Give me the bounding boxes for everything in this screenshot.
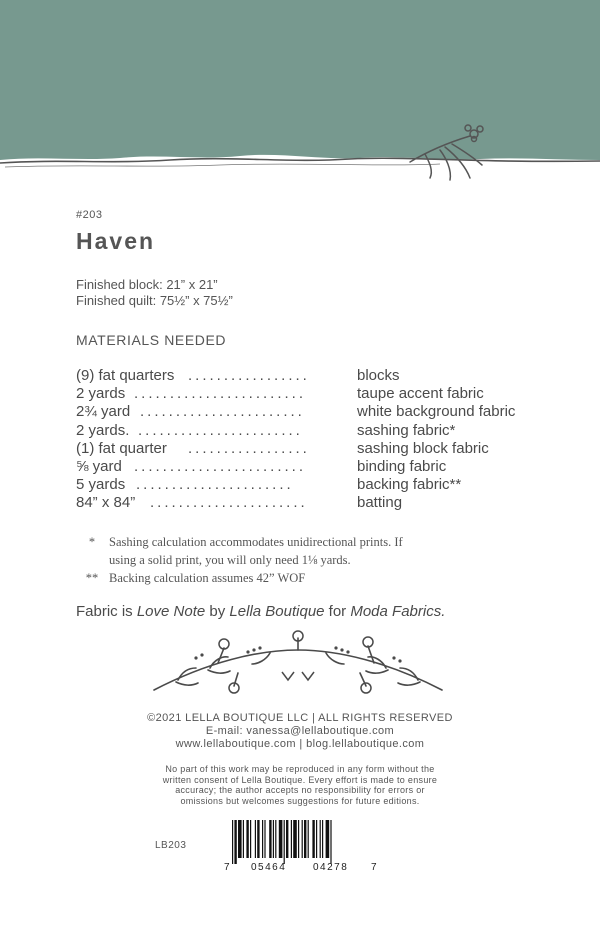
barcode-bar bbox=[302, 820, 303, 858]
barcode-bar bbox=[298, 820, 299, 858]
finished-quilt-size: Finished quilt: 75½” x 75½” bbox=[76, 293, 233, 308]
floral-vine-icon bbox=[148, 628, 448, 706]
barcode-bars bbox=[232, 820, 332, 864]
barcode-bar bbox=[257, 820, 259, 858]
material-row bbox=[76, 403, 556, 421]
barcode bbox=[220, 818, 380, 874]
barcode-bar bbox=[293, 820, 297, 858]
material-quantity: 84” x 84” bbox=[76, 494, 136, 512]
header-band bbox=[0, 0, 600, 190]
barcode-check-digit: 7 bbox=[371, 862, 377, 873]
dot-leader: ........................ bbox=[134, 385, 307, 403]
fabric-credit bbox=[76, 603, 445, 620]
barcode-bar bbox=[246, 820, 248, 858]
material-use: binding fabric bbox=[357, 457, 447, 475]
dot-leader: ................. bbox=[188, 367, 310, 384]
dot-leader: ........................ bbox=[134, 457, 307, 475]
dot-leader: ....................... bbox=[140, 403, 305, 421]
barcode-bar bbox=[275, 820, 276, 858]
website-links: www.lellaboutique.com | blog.lellaboutique.com bbox=[175, 738, 425, 750]
page-title: Haven bbox=[76, 228, 156, 254]
barcode-bar bbox=[232, 820, 233, 864]
barcode-bar bbox=[273, 820, 274, 858]
band-fill bbox=[0, 0, 600, 160]
finished-block-size: Finished block: 21” x 21” bbox=[76, 277, 218, 292]
material-quantity: ⅝ yard bbox=[76, 457, 122, 475]
material-use: taupe accent fabric bbox=[357, 385, 484, 403]
material-row bbox=[76, 476, 556, 494]
finished-sizes bbox=[76, 277, 233, 309]
material-use: sashing block fabric bbox=[357, 439, 489, 457]
footnote-text: Sashing calculation accommodates unidirectional prints. If bbox=[109, 535, 403, 549]
legal-line: No part of this work may be reproduced in any form without the bbox=[165, 764, 435, 774]
material-use: backing fabric** bbox=[357, 476, 462, 494]
footnote-symbol: * bbox=[88, 535, 96, 549]
material-quantity: (9) fat quarters bbox=[76, 367, 175, 384]
fabric-manufacturer: Moda Fabrics. bbox=[350, 603, 446, 620]
dot-leader: ...................... bbox=[136, 476, 294, 494]
barcode-bar bbox=[234, 820, 236, 864]
material-quantity: (1) fat quarter bbox=[76, 439, 167, 457]
barcode-bar bbox=[279, 820, 283, 858]
barcode-bar bbox=[269, 820, 271, 858]
material-use: sashing fabric* bbox=[357, 421, 456, 439]
dot-leader: ...................... bbox=[150, 494, 308, 512]
legal-line: accuracy; the author accepts no responsibility for errors or bbox=[175, 785, 425, 795]
product-sku: LB203 bbox=[155, 840, 187, 851]
fabric-for: for bbox=[324, 603, 351, 620]
dot-leader: ................. bbox=[188, 439, 310, 457]
barcode-bar bbox=[286, 820, 288, 858]
torn-edge-line-2 bbox=[5, 164, 440, 167]
material-row bbox=[76, 440, 556, 458]
pattern-number: #203 bbox=[76, 209, 103, 221]
footnote-symbol: ** bbox=[85, 571, 99, 585]
materials-heading: MATERIALS NEEDED bbox=[76, 332, 227, 348]
legal-disclaimer bbox=[0, 764, 600, 806]
barcode-right-group: 04278 bbox=[313, 862, 349, 873]
footnote-text: Backing calculation assumes 42” WOF bbox=[109, 571, 306, 585]
contact-email: E-mail: vanessa@lellaboutique.com bbox=[205, 725, 395, 737]
fabric-by: by bbox=[205, 603, 230, 620]
barcode-bar bbox=[304, 820, 306, 858]
legal-line: omissions but welcomes suggestions for future editions. bbox=[180, 795, 420, 806]
barcode-bar bbox=[255, 820, 256, 858]
barcode-bar bbox=[284, 820, 285, 864]
barcode-bar bbox=[243, 820, 244, 858]
material-use: blocks bbox=[357, 367, 400, 384]
material-row bbox=[76, 385, 556, 403]
dot-leader: ....................... bbox=[138, 421, 303, 439]
material-use: batting bbox=[357, 494, 403, 512]
barcode-left-group: 05464 bbox=[251, 862, 287, 873]
barcode-bar bbox=[312, 820, 314, 858]
material-row bbox=[76, 422, 556, 440]
footnote-text: using a solid print, you will only need 1⅛ yards. bbox=[109, 553, 351, 567]
barcode-bar bbox=[308, 820, 309, 858]
barcode-bar bbox=[264, 820, 265, 858]
material-quantity: 2¾ yard bbox=[76, 403, 131, 421]
barcode-bar bbox=[330, 820, 331, 864]
barcode-bar bbox=[316, 820, 317, 858]
barcode-first-digit: 7 bbox=[224, 862, 230, 873]
fabric-designer: Lella Boutique bbox=[229, 603, 325, 620]
barcode-bar bbox=[320, 820, 321, 858]
barcode-bar bbox=[291, 820, 292, 858]
barcode-bar bbox=[262, 820, 263, 858]
barcode-bar bbox=[250, 820, 251, 858]
material-use: white background fabric bbox=[357, 403, 516, 421]
material-row bbox=[76, 494, 556, 512]
fabric-collection: Love Note bbox=[136, 603, 206, 620]
fabric-prefix: Fabric is bbox=[76, 603, 137, 620]
material-row bbox=[76, 458, 556, 476]
materials-list bbox=[76, 367, 556, 513]
barcode-bar bbox=[326, 820, 330, 858]
copyright-block bbox=[0, 712, 600, 751]
copyright-notice: ©2021 LELLA BOUTIQUE LLC | ALL RIGHTS RESERVED bbox=[147, 712, 453, 724]
material-quantity: 5 yards bbox=[76, 476, 126, 494]
material-quantity: 2 yards. bbox=[76, 421, 130, 439]
barcode-bar bbox=[238, 820, 242, 858]
legal-line: written consent of Lella Boutique. Every effort is made to ensure bbox=[162, 774, 438, 785]
material-row bbox=[76, 367, 556, 385]
barcode-bar bbox=[322, 820, 323, 858]
material-quantity: 2 yards bbox=[76, 385, 126, 403]
